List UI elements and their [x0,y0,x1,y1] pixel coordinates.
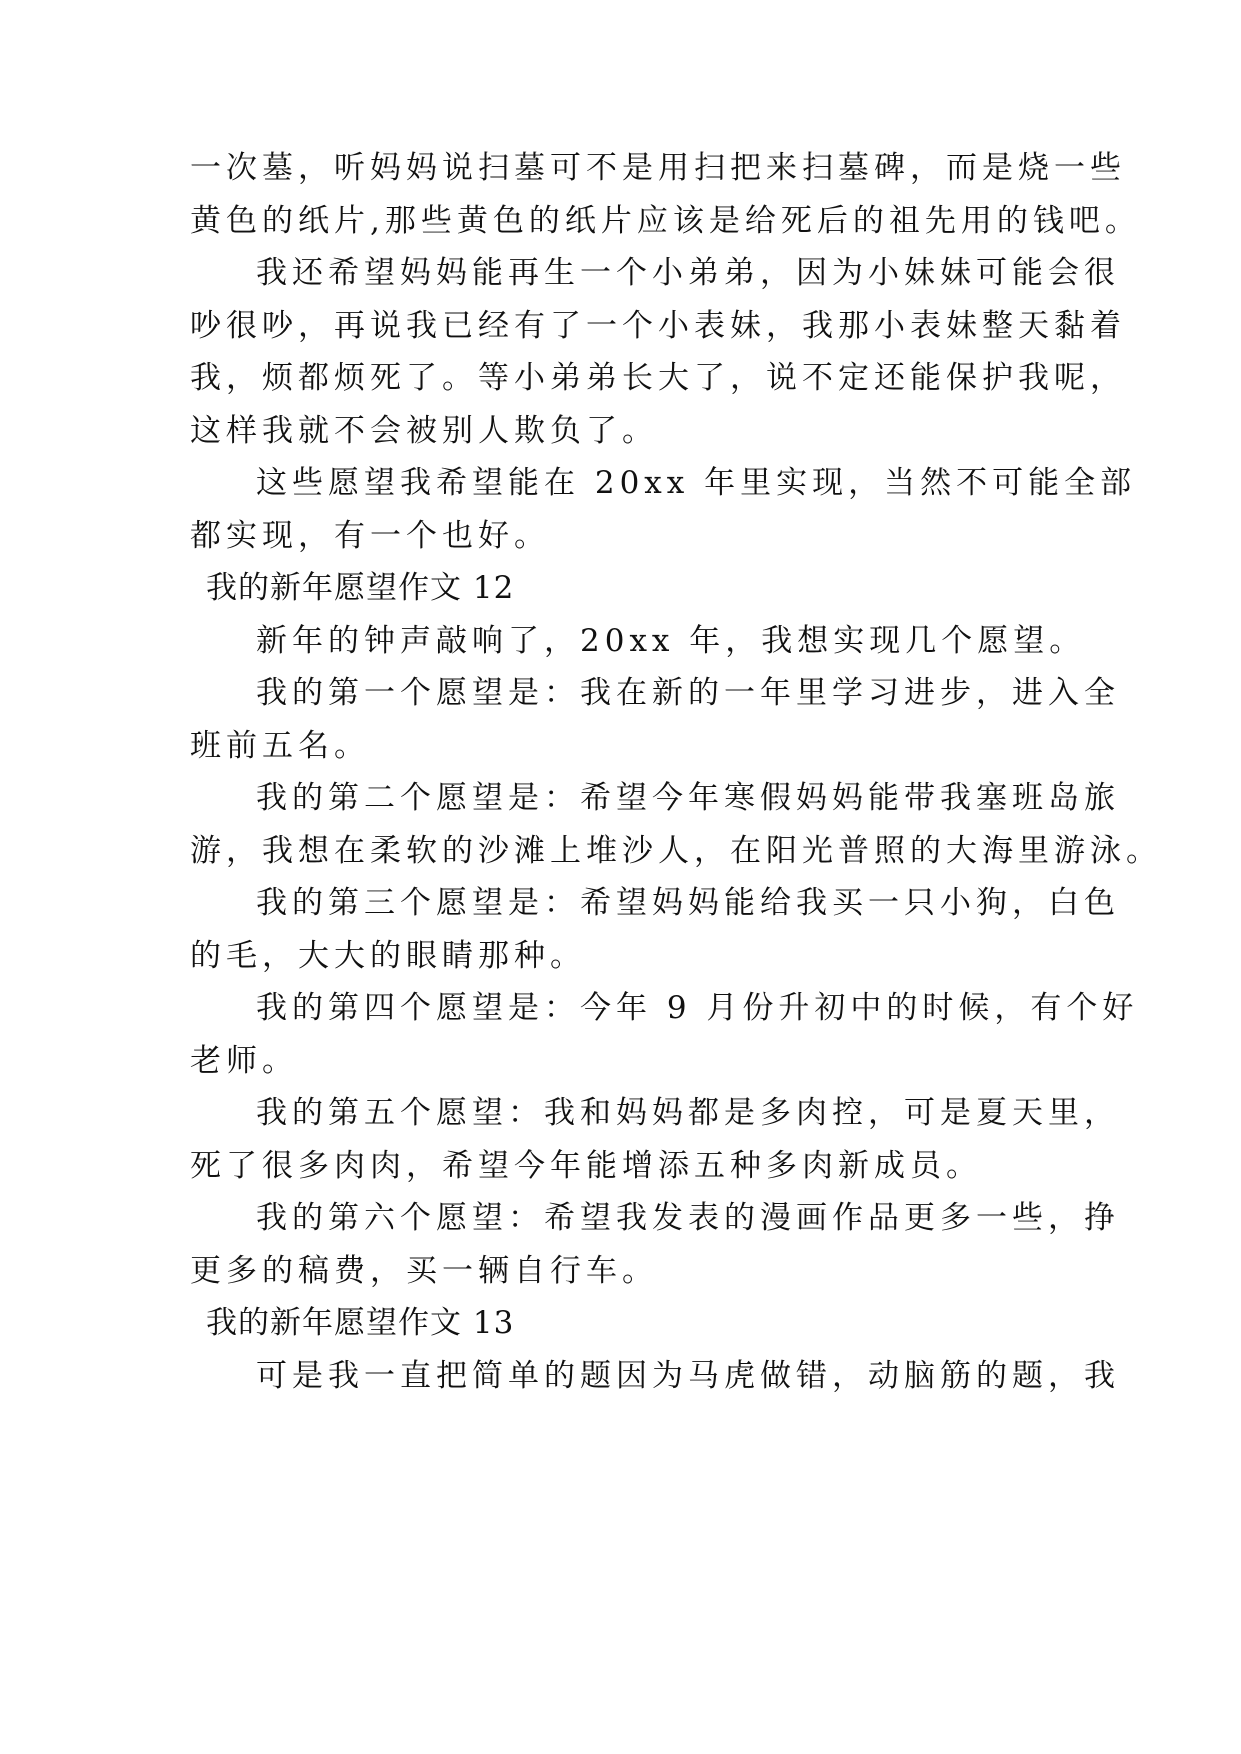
paragraph-line: 我的第二个愿望是：希望今年寒假妈妈能带我塞班岛旅 [256,780,1120,816]
paragraph-line: 我的第五个愿望：我和妈妈都是多肉控，可是夏天里， [256,1095,1120,1131]
paragraph-line: 都实现，有一个也好。 [190,518,550,554]
paragraph-line: 吵很吵，再说我已经有了一个小表妹，我那小表妹整天黏着 [190,308,1126,344]
paragraph-line: 我还希望妈妈能再生一个小弟弟，因为小妹妹可能会很 [256,255,1120,291]
paragraph-line: 我，烦都烦死了。等小弟弟长大了，说不定还能保护我呢， [190,360,1126,396]
paragraph-line: 的毛，大大的眼睛那种。 [190,938,586,974]
section-heading: 我的新年愿望作文 13 [206,1305,515,1341]
paragraph-line: 这些愿望我希望能在 20xx 年里实现，当然不可能全部 [256,465,1137,501]
paragraph-line: 班前五名。 [190,728,370,764]
paragraph-line: 新年的钟声敲响了，20xx 年，我想实现几个愿望。 [256,623,1086,659]
paragraph-line: 我的第一个愿望是：我在新的一年里学习进步，进入全 [256,675,1120,711]
paragraph-line: 更多的稿费，买一辆自行车。 [190,1253,658,1289]
paragraph-line: 这样我就不会被别人欺负了。 [190,413,658,449]
paragraph-line: 一次墓，听妈妈说扫墓可不是用扫把来扫墓碑，而是烧一些 [190,150,1126,186]
paragraph-line: 死了很多肉肉，希望今年能增添五种多肉新成员。 [190,1148,982,1184]
paragraph-line: 游，我想在柔软的沙滩上堆沙人，在阳光普照的大海里游泳。 [190,833,1162,869]
paragraph-line: 可是我一直把简单的题因为马虎做错，动脑筋的题，我 [256,1358,1120,1394]
paragraph-line: 我的第六个愿望：希望我发表的漫画作品更多一些，挣 [256,1200,1120,1236]
paragraph-line: 我的第三个愿望是：希望妈妈能给我买一只小狗，白色 [256,885,1120,921]
paragraph-line: 我的第四个愿望是：今年 9 月份升初中的时候，有个好 [256,990,1139,1026]
paragraph-line: 老师。 [190,1043,298,1079]
section-heading: 我的新年愿望作文 12 [206,570,515,606]
paragraph-line: 黄色的纸片,那些黄色的纸片应该是给死后的祖先用的钱吧。 [190,203,1141,239]
